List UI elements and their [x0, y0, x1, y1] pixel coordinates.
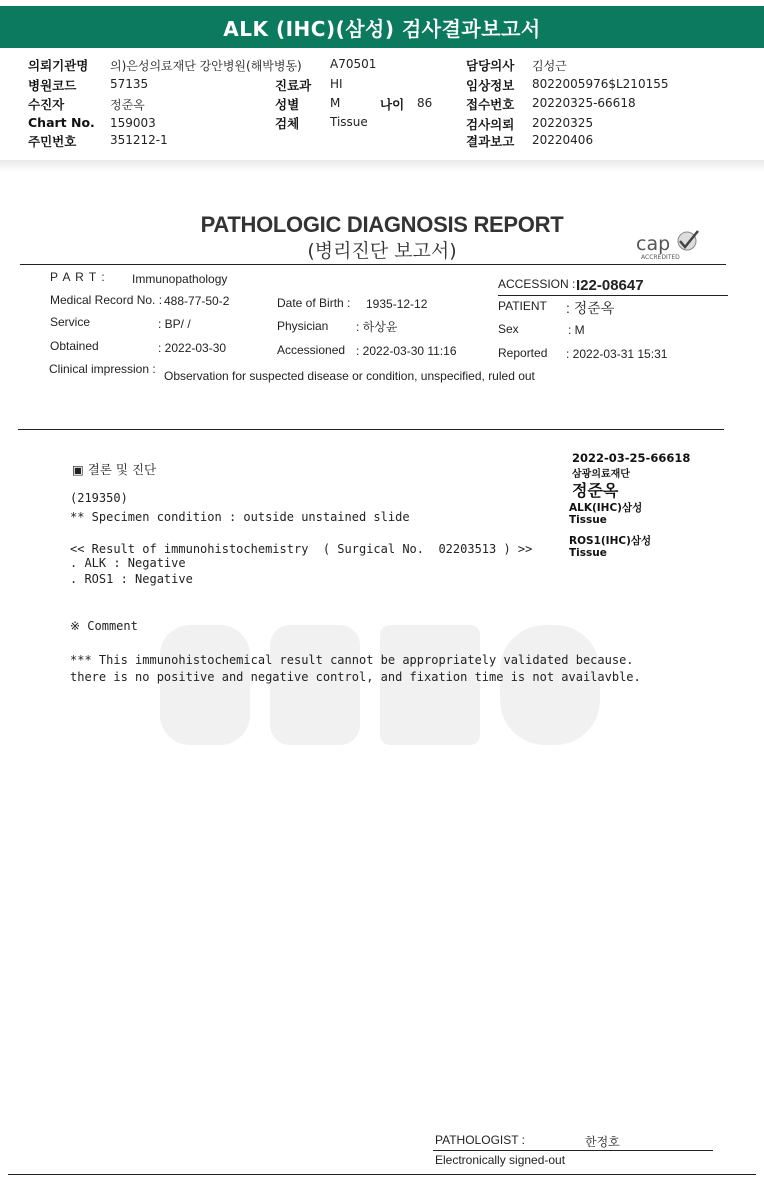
clinical-impression-label: Clinical impression :	[49, 362, 156, 376]
diagnosis-code: (219350)	[70, 491, 128, 505]
signed-out-text: Electronically signed-out	[435, 1153, 566, 1167]
stamp-patient: 정준옥	[572, 481, 619, 500]
stamp-tissue-2: Tissue	[569, 547, 607, 559]
info-bottom-rule	[18, 429, 724, 430]
request-value: 20220325	[532, 116, 594, 130]
hospital-code-value: 57135	[110, 77, 149, 91]
dept-label: 진료과	[275, 78, 312, 93]
receipt-value: 20220325-66618	[532, 96, 636, 110]
id-label: 주민번호	[28, 134, 77, 149]
specimen-condition: ** Specimen condition : outside unstained slide	[70, 510, 410, 524]
cap-accredited-logo	[634, 228, 704, 266]
physician-value: : 하상윤	[356, 320, 398, 334]
stamp-lab: 삼광의료재단	[572, 469, 630, 480]
dob-label: Date of Birth :	[277, 296, 351, 310]
obtained-value: : 2022-03-30	[158, 341, 227, 355]
accession-label: ACCESSION :	[498, 277, 576, 291]
institution-value: 의)은성의료재단 강안병원(해박병동)	[110, 59, 302, 73]
cap-accredited-text: ACCREDITED	[641, 254, 680, 261]
request-label: 검사의뢰	[466, 117, 515, 132]
accession-value: I22-08647	[576, 277, 644, 294]
service-label: Service	[50, 315, 91, 329]
mrn-label: Medical Record No. :	[50, 293, 163, 307]
dept-value: HI	[330, 77, 343, 91]
doctor-value: 김성근	[532, 59, 567, 73]
conclusion-heading: ▣ 결론 및 진단	[72, 462, 157, 477]
comment-line-1: *** This immunohistochemical result cannot be appropriately validated because.	[70, 653, 634, 667]
ihc-result-header: << Result of immunohistochemistry ( Surgical No. 02203513 ) >>	[70, 542, 533, 556]
page-bottom-rule	[8, 1174, 756, 1175]
clinical-info-label: 임상정보	[466, 78, 515, 93]
reported-value: : 2022-03-31 15:31	[566, 347, 668, 361]
hospital-code-label: 병원코드	[28, 78, 77, 93]
info-top-rule	[20, 264, 726, 265]
report-date-value: 20220406	[532, 133, 594, 147]
accessioned-value: : 2022-03-30 11:16	[356, 344, 457, 358]
chart-value: 159003	[110, 116, 156, 130]
dob-value: 1935-12-12	[366, 297, 428, 311]
clinical-impression-value: Observation for suspected disease or condition, unspecified, ruled out	[164, 369, 535, 383]
patient-value: 정준옥	[110, 98, 145, 112]
part-label: P A R T :	[50, 270, 106, 284]
info-sex-label: Sex	[498, 322, 519, 336]
pathologist-label: PATHOLOGIST :	[435, 1133, 526, 1147]
stamp-receipt: 2022-03-25-66618	[572, 451, 691, 465]
stamp-test-ros1: ROS1(IHC)삼성	[569, 535, 652, 547]
info-patient-value: : 정준옥	[566, 300, 615, 316]
signature-rule	[433, 1150, 713, 1151]
report-title-bar	[0, 6, 764, 48]
cap-logo-text: cap	[636, 233, 671, 255]
obtained-label: Obtained	[50, 339, 99, 353]
doctor-label: 담당의사	[466, 58, 515, 73]
part-value: Immunopathology	[132, 272, 228, 286]
header-divider	[0, 160, 764, 172]
patient-label: 수진자	[28, 97, 65, 112]
info-patient-label: PATIENT	[498, 299, 547, 313]
pathologist-name: 한정호	[585, 1135, 620, 1149]
accession-rule	[498, 295, 728, 296]
info-sex-value: : M	[568, 323, 585, 337]
specimen-label: 검체	[275, 116, 300, 131]
ros1-result: . ROS1 : Negative	[70, 572, 193, 586]
report-heading: PATHOLOGIC DIAGNOSIS REPORT	[200, 212, 564, 237]
alk-result: . ALK : Negative	[70, 556, 186, 570]
clinical-info-value: 8022005976$L210155	[532, 77, 669, 91]
age-label: 나이	[380, 97, 405, 112]
sex-label: 성별	[275, 97, 300, 112]
service-value: : BP/ /	[158, 317, 191, 331]
report-subheading: (병리진단 보고서)	[307, 240, 457, 262]
sex-value: M	[330, 96, 341, 110]
receipt-label: 접수번호	[466, 97, 515, 112]
report-date-label: 결과보고	[466, 134, 515, 149]
comment-line-2: there is no positive and negative control, and fixation time is not availavble.	[70, 670, 641, 684]
chart-label: Chart No.	[28, 115, 95, 130]
specimen-value: Tissue	[330, 115, 368, 129]
page-title: ALK (IHC)(삼성) 검사결과보고서	[223, 16, 541, 41]
comment-heading: ※ Comment	[70, 619, 138, 633]
institution-code: A70501	[330, 57, 377, 71]
accessioned-label: Accessioned	[277, 343, 346, 357]
physician-label: Physician	[277, 319, 329, 333]
age-value: 86	[417, 96, 433, 110]
id-value: 351212-1	[110, 133, 168, 147]
mrn-value: 488-77-50-2	[164, 294, 230, 308]
institution-label: 의뢰기관명	[28, 58, 89, 73]
reported-label: Reported	[498, 346, 548, 360]
stamp-tissue-1: Tissue	[569, 514, 607, 526]
watermark-logo	[160, 615, 600, 755]
stamp-test-alk: ALK(IHC)삼성	[569, 502, 643, 514]
